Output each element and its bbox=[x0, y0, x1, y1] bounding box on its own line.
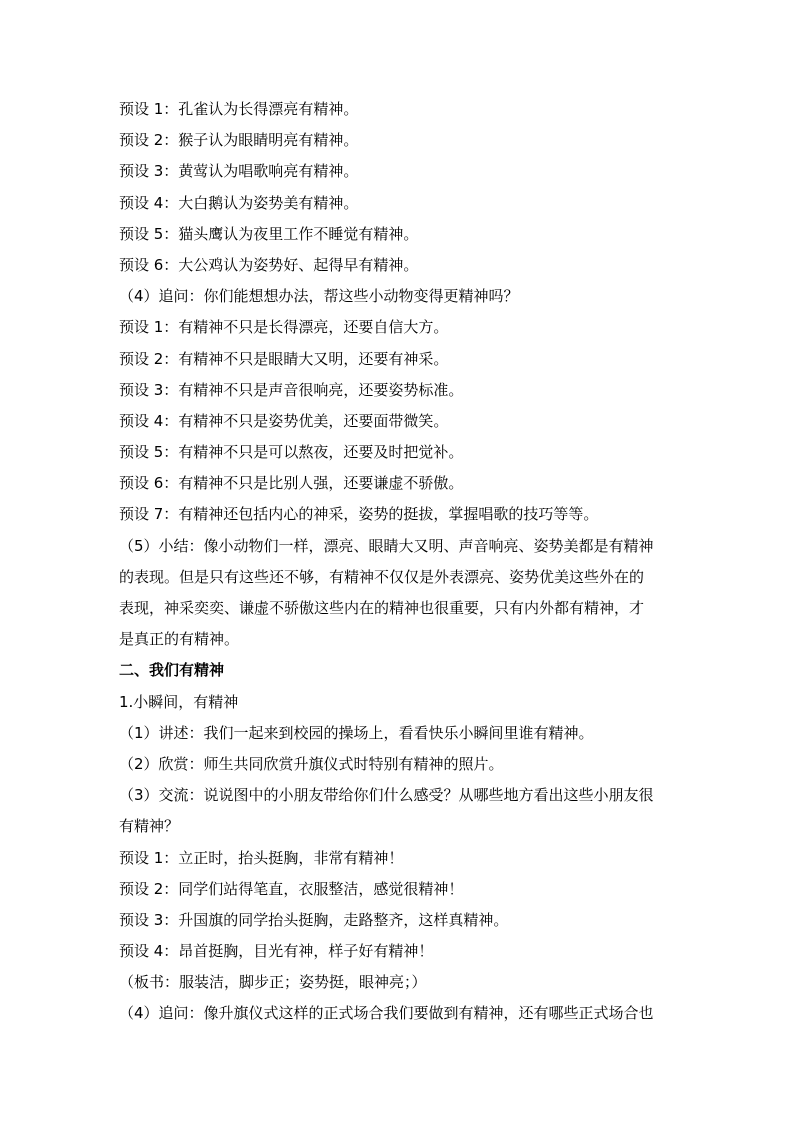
text-line: 预设 1：立正时，抬头挺胸，非常有精神！ bbox=[119, 848, 404, 867]
text-line: （1）讲述：我们一起来到校园的操场上，看看快乐小瞬间里谁有精神。 bbox=[119, 723, 594, 742]
text-line: （4）追问：像升旗仪式这样的正式场合我们要做到有精神，还有哪些正式场合也 bbox=[119, 1004, 654, 1023]
section-heading: 二、我们有精神 bbox=[119, 661, 225, 680]
text-line: 预设 5：猫头鹰认为夜里工作不睡觉有精神。 bbox=[119, 224, 419, 243]
text-line: 预设 4：昂首挺胸，目光有神，样子好有精神！ bbox=[119, 942, 434, 961]
text-line: 预设 3：升国旗的同学抬头挺胸，走路整齐，这样真精神。 bbox=[119, 910, 509, 929]
summary-paragraph bbox=[119, 531, 679, 656]
text-line: （2）欣赏：师生共同欣赏升旗仪式时特别有精神的照片。 bbox=[119, 754, 504, 773]
summary-line: 是真正的有精神。 bbox=[119, 630, 240, 649]
text-line: （4）追问：你们能想想办法，帮这些小动物变得更精神吗？ bbox=[119, 287, 519, 306]
text-line: 预设 3：黄莺认为唱歌响亮有精神。 bbox=[119, 162, 359, 181]
text-line: 预设 4：大白鹅认为姿势美有精神。 bbox=[119, 193, 359, 212]
summary-line: （5）小结：像小动物们一样，漂亮、眼睛大又明、声音响亮、姿势美都是有精神 bbox=[119, 536, 654, 555]
text-line: 预设 6：大公鸡认为姿势好、起得早有精神。 bbox=[119, 255, 419, 274]
text-line: 预设 4：有精神不只是姿势优美，还要面带微笑。 bbox=[119, 411, 449, 430]
text-line: 预设 5：有精神不只是可以熬夜，还要及时把觉补。 bbox=[119, 443, 464, 462]
text-line: 预设 1：孔雀认为长得漂亮有精神。 bbox=[119, 100, 359, 118]
summary-line: 表现，神采奕奕、谦虚不骄傲这些内在的精神也很重要，只有内外都有精神，才 bbox=[119, 599, 645, 617]
question-paragraph bbox=[119, 780, 679, 842]
text-line: 预设 2：猴子认为眼睛明亮有精神。 bbox=[119, 131, 359, 150]
question-line: （3）交流：说说图中的小朋友带给你们什么感受？从哪些地方看出这些小朋友很 bbox=[119, 786, 654, 805]
text-line: 预设 3：有精神不只是声音很响亮，还要姿势标准。 bbox=[119, 380, 464, 399]
summary-line: 的表现。但是只有这些还不够，有精神不仅仅是外表漂亮、姿势优美这些外在的 bbox=[119, 567, 645, 586]
text-line: 预设 1：有精神不只是长得漂亮，还要自信大方。 bbox=[119, 318, 449, 337]
text-line: 预设 7：有精神还包括内心的神采，姿势的挺拔，掌握唱歌的技巧等等。 bbox=[119, 505, 599, 524]
document-page bbox=[119, 94, 679, 1030]
sub-heading: 1.小瞬间，有精神 bbox=[119, 692, 239, 711]
question-line: 有精神？ bbox=[119, 817, 180, 836]
text-line: 预设 2：同学们站得笔直，衣服整洁，感觉很精神！ bbox=[119, 879, 464, 898]
text-line: 预设 2：有精神不只是眼睛大又明，还要有神采。 bbox=[119, 349, 449, 368]
text-line: 预设 6：有精神不只是比别人强，还要谦虚不骄傲。 bbox=[119, 474, 464, 493]
board-note: （板书：服装洁，脚步正；姿势挺，眼神亮；） bbox=[119, 973, 427, 992]
